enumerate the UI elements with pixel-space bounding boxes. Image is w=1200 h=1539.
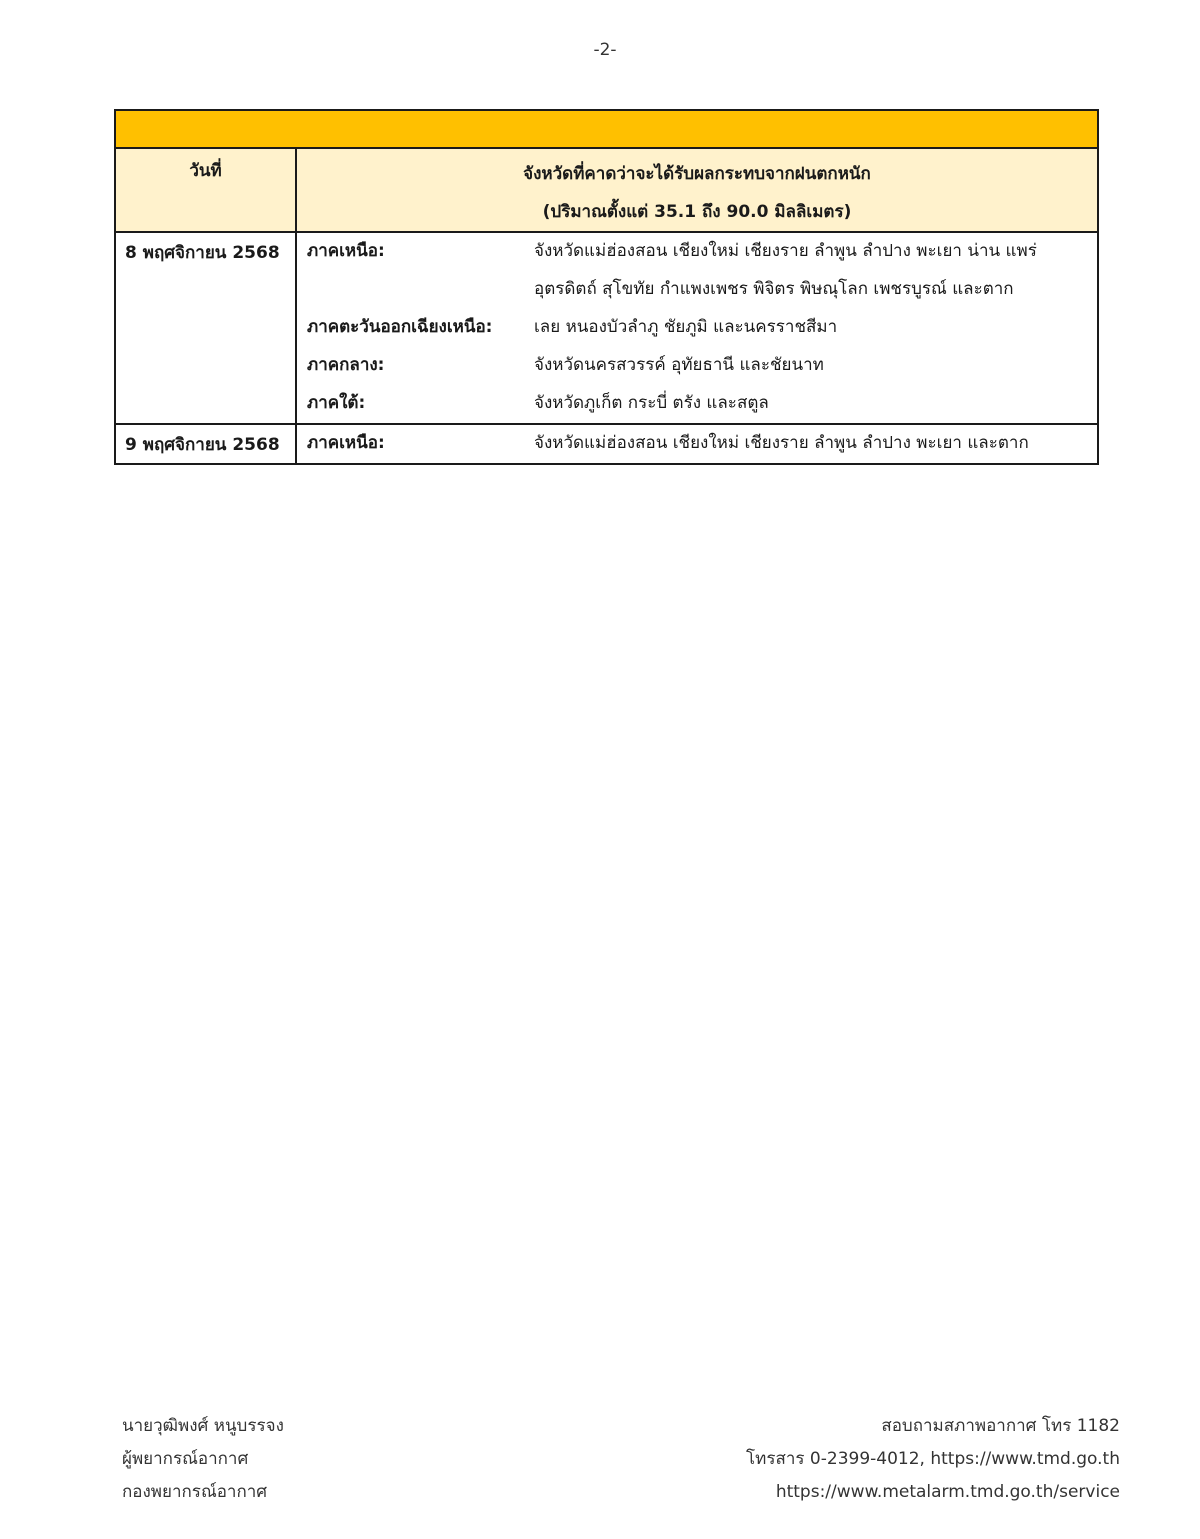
region-label: ภาคตะวันออกเฉียงเหนือ:: [307, 317, 493, 337]
region-label: ภาคใต้:: [307, 393, 366, 413]
region-provinces: อุตรดิตถ์ สุโขทัย กำแพงเพชร พิจิตร พิษณุโลก เพชรบูรณ์ และตาก: [534, 279, 1014, 299]
region-label: [297, 271, 534, 309]
region-line: [297, 233, 1097, 271]
table-row: [115, 232, 1098, 424]
region-label: ภาคเหนือ:: [307, 433, 385, 453]
contact-block: [746, 1410, 1120, 1509]
region-line: [297, 271, 1097, 309]
row-date: 8 พฤศจิกายน 2568: [115, 232, 296, 424]
area-column-header-line1: จังหวัดที่คาดว่าจะได้รับผลกระทบจากฝนตกหนัก: [523, 164, 871, 184]
forecaster-signature-block: [122, 1410, 284, 1509]
area-column-header: [296, 148, 1098, 232]
row-regions: [296, 232, 1098, 424]
service-url: https://www.metalarm.tmd.go.th/service: [775, 1482, 1120, 1502]
row-date: 9 พฤศจิกายน 2568: [115, 424, 296, 464]
region-provinces: จังหวัดนครสวรรค์ อุทัยธานี และชัยนาท: [534, 355, 824, 375]
region-provinces: จังหวัดแม่ฮ่องสอน เชียงใหม่ เชียงราย ลำพูน ลำปาง พะเยา และตาก: [534, 433, 1029, 453]
region-label: ภาคกลาง:: [307, 355, 385, 375]
table-banner: [115, 110, 1098, 148]
table-banner-cell: [115, 110, 1098, 148]
forecaster-name: นายวุฒิพงศ์ หนูบรรจง: [122, 1416, 284, 1436]
fax-and-website: โทรสาร 0-2399-4012, https://www.tmd.go.th: [746, 1449, 1120, 1469]
weather-hotline: สอบถามสภาพอากาศ โทร 1182: [881, 1416, 1120, 1436]
region-provinces: จังหวัดแม่ฮ่องสอน เชียงใหม่ เชียงราย ลำพูน ลำปาง พะเยา น่าน แพร่: [534, 241, 1037, 261]
region-provinces: จังหวัดภูเก็ต กระบี่ ตรัง และสตูล: [534, 393, 769, 413]
area-column-header-line2: (ปริมาณตั้งแต่ 35.1 ถึง 90.0 มิลลิเมตร): [542, 202, 852, 222]
table-row: [115, 424, 1098, 464]
forecaster-position: ผู้พยากรณ์อากาศ: [122, 1449, 249, 1469]
region-line: [297, 425, 1097, 463]
region-provinces: เลย หนองบัวลำภู ชัยภูมิ และนครราชสีมา: [534, 317, 838, 337]
region-line: [297, 309, 1097, 347]
row-regions: [296, 424, 1098, 464]
heavy-rain-forecast-table: [114, 109, 1099, 465]
region-line: [297, 385, 1097, 423]
date-column-header: วันที่: [115, 148, 296, 232]
region-label: ภาคเหนือ:: [307, 241, 385, 261]
table-header-row: [115, 148, 1098, 232]
forecaster-division: กองพยากรณ์อากาศ: [122, 1482, 268, 1502]
region-line: [297, 347, 1097, 385]
page-number: -2-: [593, 40, 617, 60]
